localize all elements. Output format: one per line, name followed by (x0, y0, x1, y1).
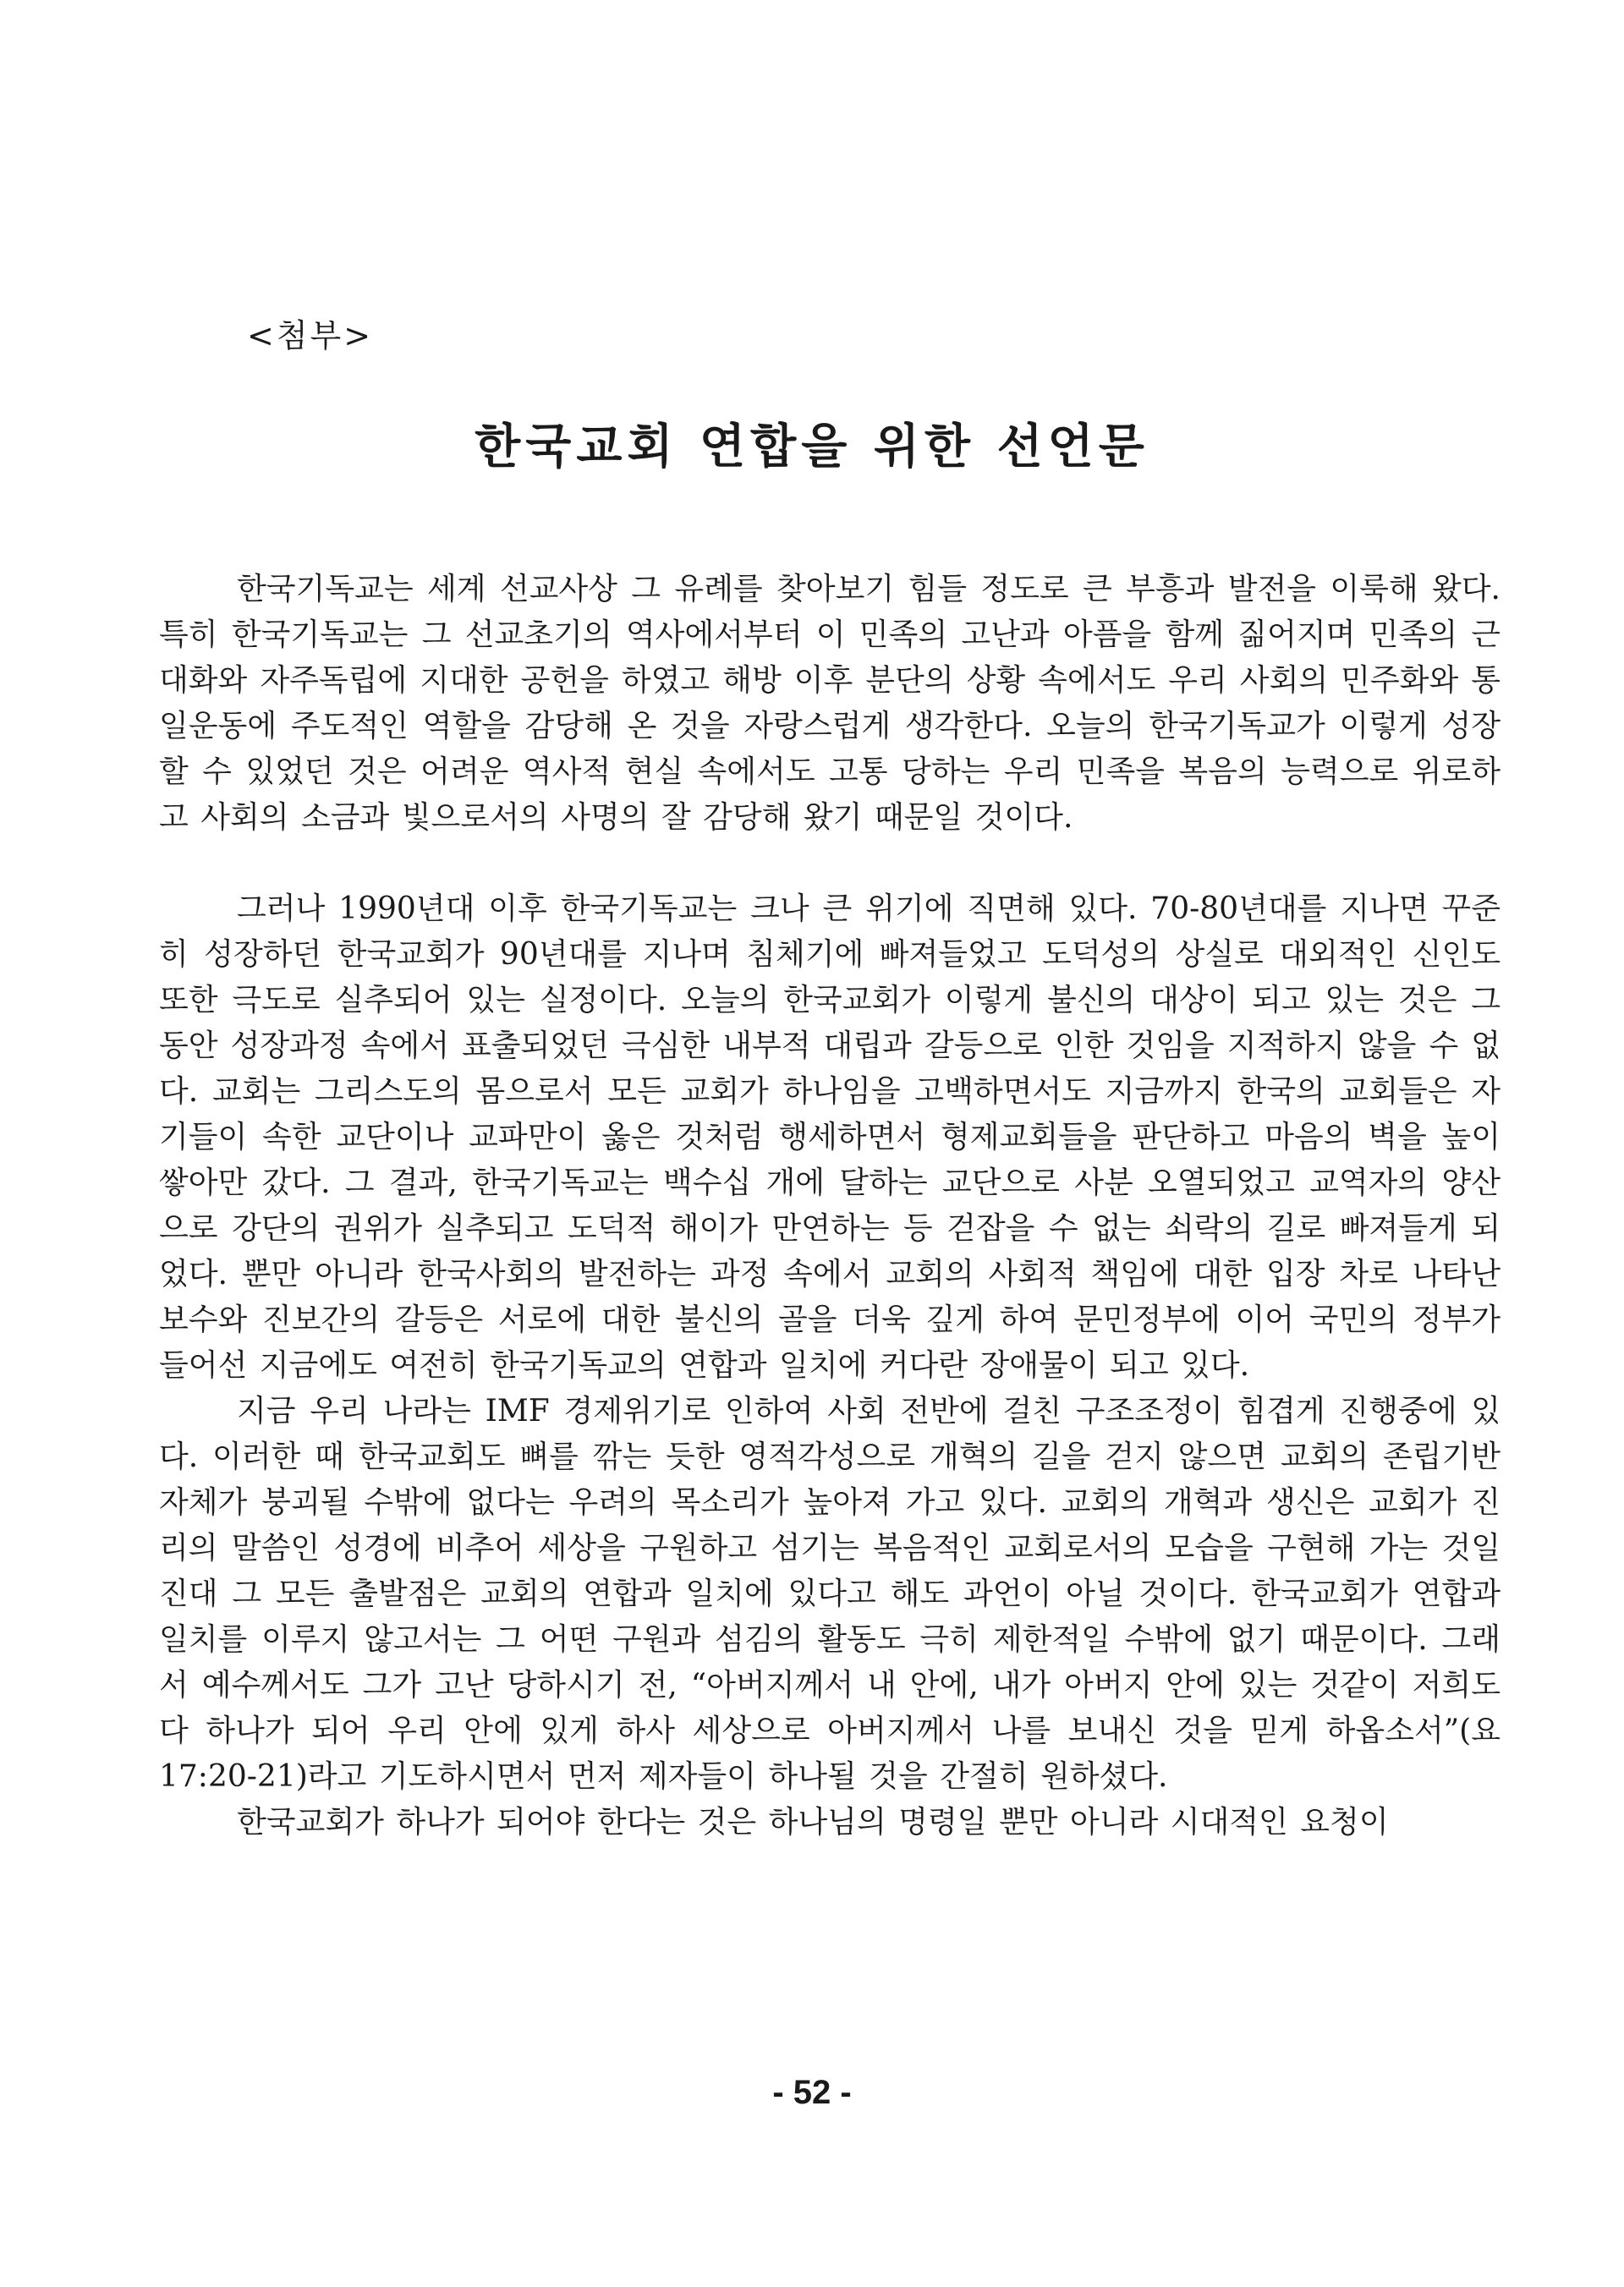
paragraph-2: 그러나 1990년대 이후 한국기독교는 크나 큰 위기에 직면해 있다. 70-80년대를 지나면 꾸준히 성장하던 한국교회가 90년대를 지나며 침체기에 빠져들었고 도덕성의 상실로 대외적인 신인도 또한 극도로 실추되어 있는 실정이다. 오늘의 한국교회가 이렇게 불신의 대상이 되고 있는 것은 그 동안 성장과정 속에서 표출되었던 극심한 내부적 대립과 갈등으로 인한 것임을 지적하지 않을 수 없다. 교회는 그리스도의 몸으로서 모든 교회가 하나임을 고백하면서도 지금까지 한국의 교회들은 자기들이 속한 교단이나 교파만이 옳은 것처럼 행세하면서 형제교회들을 판단하고 마음의 벽을 높이 쌓아만 갔다. 그 결과, 한국기독교는 백수십 개에 달하는 교단으로 사분 오열되었고 교역자의 양산으로 강단의 권위가 실추되고 도덕적 해이가 만연하는 등 걷잡을 수 없는 쇠락의 길로 빠져들게 되었다. 뿐만 아니라 한국사회의 발전하는 과정 속에서 교회의 사회적 책임에 대한 입장 차로 나타난 보수와 진보간의 갈등은 서로에 대한 불신의 골을 더욱 깊게 하여 문민정부에 이어 국민의 정부가 들어선 지금에도 여전히 한국기독교의 연합과 일치에 커다란 장애물이 되고 있다. (159, 891, 1501, 1383)
document-body (159, 567, 1501, 1846)
paragraph-3: 지금 우리 나라는 IMF 경제위기로 인하여 사회 전반에 걸친 구조조정이 힘겹게 진행중에 있다. 이러한 때 한국교회도 뼈를 깎는 듯한 영적각성으로 개혁의 길을 걷지 않으면 교회의 존립기반 자체가 붕괴될 수밖에 없다는 우려의 목소리가 높아져 가고 있다. 교회의 개혁과 생신은 교회가 진리의 말씀인 성경에 비추어 세상을 구원하고 섬기는 복음적인 교회로서의 모습을 구현해 가는 것일진대 그 모든 출발점은 교회의 연합과 일치에 있다고 해도 과언이 아닐 것이다. 한국교회가 연합과 일치를 이루지 않고서는 그 어떤 구원과 섬김의 활동도 극히 제한적일 수밖에 없기 때문이다. 그래서 예수께서도 그가 고난 당하시기 전, “아버지께서 내 안에, 내가 아버지 안에 있는 것같이 저희도 다 하나가 되어 우리 안에 있게 하사 세상으로 아버지께서 나를 보내신 것을 믿게 하옵소서”(요 17:20-21)라고 기도하시면서 먼저 제자들이 하나될 것을 간절히 원하셨다. (159, 1394, 1501, 1794)
paragraph-gap (159, 841, 1501, 886)
paragraph-1: 한국기독교는 세계 선교사상 그 유례를 찾아보기 힘들 정도로 큰 부흥과 발전을 이룩해 왔다. 특히 한국기독교는 그 선교초기의 역사에서부터 이 민족의 고난과 아픔을 함께 짊어지며 민족의 근대화와 자주독립에 지대한 공헌을 하였고 해방 이후 분단의 상황 속에서도 우리 사회의 민주화와 통일운동에 주도적인 역할을 감당해 온 것을 자랑스럽게 생각한다. 오늘의 한국기독교가 이렇게 성장할 수 있었던 것은 어려운 역사적 현실 속에서도 고통 당하는 우리 민족을 복음의 능력으로 위로하고 사회의 소금과 빛으로서의 사명의 잘 감당해 왔기 때문일 것이다. (159, 572, 1501, 835)
page-number: - 52 - (772, 2074, 852, 2111)
attachment-label: <첨부> (247, 317, 374, 354)
paragraph-4: 한국교회가 하나가 되어야 한다는 것은 하나님의 명령일 뿐만 아니라 시대적인 요청이 (237, 1805, 1389, 1840)
document-title: 한국교회 연합을 위한 선언문 (475, 419, 1149, 474)
